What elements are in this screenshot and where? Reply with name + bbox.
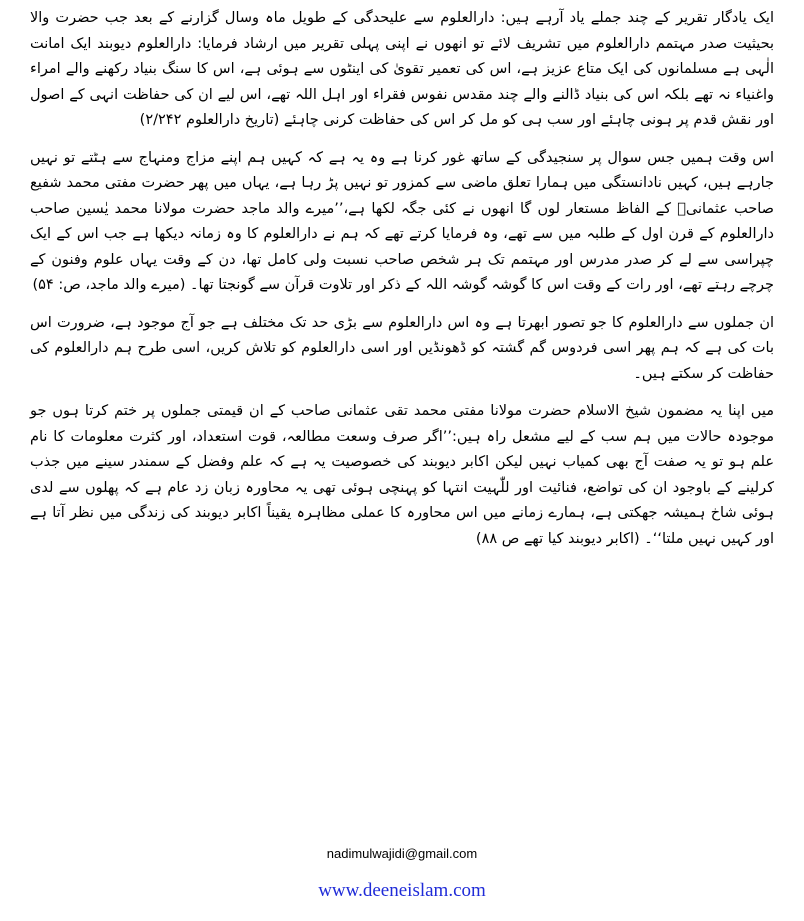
paragraph-speech-quote: ایک یادگار تقریر کے چند جملے یاد آرہے ہیں: دارالعلوم سے علیحدگی کے طویل ماہ وسال گزارنے کے بعد جب حضرت والا بحیثیت صدر مہتمم دارالعلوم میں تشریف لائے تو انھوں نے اپنی پہلی تقریر میں ارشاد فرمایا: دارالعلوم دیوبند ایک امانت الٰہی ہے مسلمانوں کی ایک متاع عزیز ہے، اس کی تعمیر تقویٰ کی اینٹوں سے ہوئی ہے، اس کا سنگ بنیاد رکھنے والے امراء واغنیاء نہ تھے بلکہ اس کی بنیاد ڈالنے والے چند مقدس نفوس فقراء اور اہل اللہ تھے، اس لیے ان کی حفاظت انہی کے اصول اور نقش قدم پر ہونی چاہئے اور سب ہی کو مل کر اس کی حفاظت کرنی چاہئے (تاریخ دارالعلوم ۲/۲۴۲) (30, 10, 774, 128)
author-email: nadimulwajidi@gmail.com (326, 846, 478, 861)
paragraph-serious-question: اس وقت ہمیں جس سوال پر سنجیدگی کے ساتھ غور کرنا ہے وہ یہ ہے کہ کہیں ہم اپنے مزاج ومنہاج سے ہٹتے تو نہیں جارہے ہیں، کہیں نادانستگی میں ہمارا تعلق ماضی سے کمزور تو نہیں پڑ رہا ہے، یہاں میں پھر حضرت مفتی محمد شفیع صاحب عثمانیؒ کے الفاظ مستعار لوں گا انھوں نے کئی جگہ لکھا ہے،’’میرے والد ماجد حضرت مولانا محمد یٰسین صاحب دارالعلوم کے قرن اول کے طلبہ میں سے تھے، وہ فرمایا کرتے تھے کہ ہم نے دارالعلوم کا وہ زمانہ دیکھا ہے جب اس کے ایک چپراسی سے لے کر صدر مدرس اور مہتمم تک ہر شخص صاحب نسبت ولی کامل تھا، دن کے وقت یہاں علوم وفنون کے چرچے رہتے تھے، اور رات کے وقت اس کا گوشہ گوشہ اللہ کے ذکر اور تلاوت قرآن سے گونجتا تھا۔ (میرے والد ماجد، ص: ۵۴) (30, 149, 774, 293)
website-link[interactable]: www.deeneislam.com (318, 880, 486, 901)
article-body (30, 6, 774, 564)
paragraph-closing-quote: میں اپنا یہ مضمون شیخ الاسلام حضرت مولانا مفتی محمد تقی عثمانی صاحب کے ان قیمتی جملوں پر ختم کرتا ہوں جو موجودہ حالات میں ہم سب کے لیے مشعل راہ ہیں:’’اگر صرف وسعت مطالعہ، قوت استعداد، اور کثرت معلومات کا نام علم ہو تو یہ صفت آج بھی کمیاب نہیں لیکن اکابر دیوبند کی خصوصیت یہ ہے کہ علم وفضل کے سمندر سینے میں جذب کرلینے کے باوجود ان کی تواضع، فنائیت اور للّٰہیت انتہا کو پہنچی ہوئی تھی یہ محاورہ زبان زد عام ہے کہ پھلوں سے لدی ہوئی شاخ ہمیشہ جھکتی ہے، ہمارے زمانے میں اس محاورہ کا عملی مظاہرہ یقیناً اکابر دیوبند کی زندگی میں نظر آتا ہے اور کہیں نہیں ملتا‘‘۔ (اکابر دیوبند کیا تھے ص ۸۸) (30, 403, 774, 547)
paragraph-concept-of-darululoom: ان جملوں سے دارالعلوم کا جو تصور ابھرتا ہے وہ اس دارالعلوم سے بڑی حد تک مختلف ہے جو آج موجود ہے، ضرورت اس بات کی ہے کہ ہم پھر اسی فردوس گم گشتہ کو ڈھونڈیں اور اسی دارالعلوم کو تلاش کریں، اسی طرح ہم دارالعلوم کی حفاظت کر سکتے ہیں۔ (30, 314, 774, 382)
